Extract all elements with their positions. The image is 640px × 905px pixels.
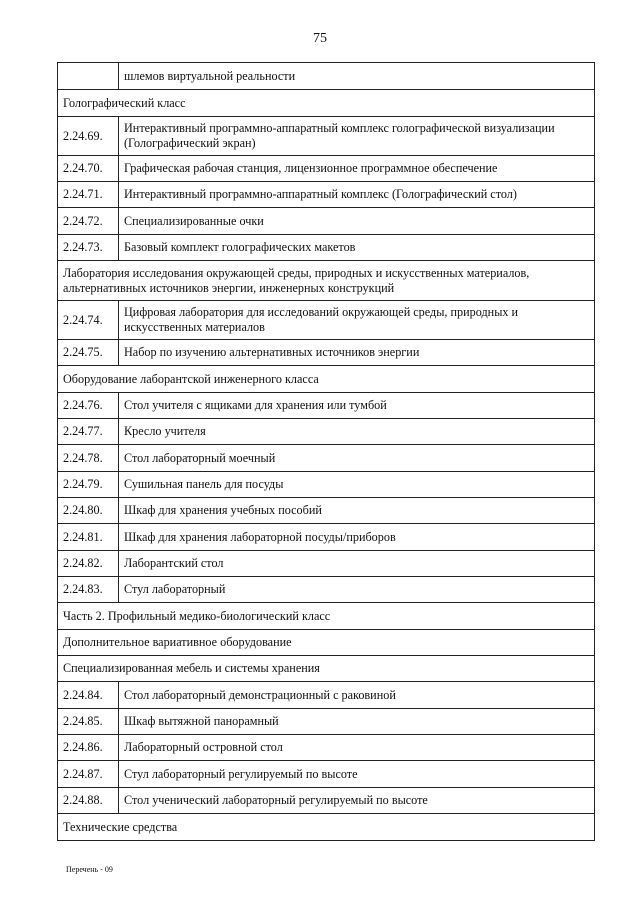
item-number-cell: 2.24.82. bbox=[58, 551, 119, 577]
item-number-cell: 2.24.69. bbox=[58, 117, 119, 156]
table-row bbox=[58, 182, 595, 208]
item-name-cell: Стул лабораторный bbox=[119, 577, 595, 603]
item-number-cell: 2.24.80. bbox=[58, 498, 119, 524]
item-name-cell: шлемов виртуальной реальности bbox=[119, 63, 595, 90]
section-title-cell: Дополнительное вариативное оборудование bbox=[58, 630, 595, 656]
item-name-cell: Стол лабораторный демонстрационный с раковиной bbox=[119, 682, 595, 709]
item-name-cell: Стол ученический лабораторный регулируемый по высоте bbox=[119, 788, 595, 814]
table-row bbox=[58, 682, 595, 709]
item-name-cell: Шкаф для хранения учебных пособий bbox=[119, 498, 595, 524]
section-title-cell: Технические средства bbox=[58, 814, 595, 841]
table-row bbox=[58, 551, 595, 577]
table-row bbox=[58, 117, 595, 156]
item-name-cell: Кресло учителя bbox=[119, 419, 595, 445]
equipment-table-body bbox=[58, 63, 595, 841]
item-number-cell: 2.24.87. bbox=[58, 761, 119, 788]
section-row bbox=[58, 656, 595, 682]
section-row bbox=[58, 630, 595, 656]
section-title-cell: Специализированная мебель и системы хранения bbox=[58, 656, 595, 682]
item-number-cell: 2.24.75. bbox=[58, 340, 119, 366]
item-name-cell: Интерактивный программно-аппаратный комплекс голографической визуализации (Голографический экран) bbox=[119, 117, 595, 156]
item-number-cell: 2.24.73. bbox=[58, 235, 119, 261]
table-row bbox=[58, 445, 595, 472]
section-title-cell: Часть 2. Профильный медико-биологический класс bbox=[58, 603, 595, 630]
item-name-cell: Набор по изучению альтернативных источников энергии bbox=[119, 340, 595, 366]
table-row bbox=[58, 156, 595, 182]
section-title-cell: Голографический класс bbox=[58, 90, 595, 117]
table-row bbox=[58, 208, 595, 235]
item-name-cell: Базовый комплект голографических макетов bbox=[119, 235, 595, 261]
table-row bbox=[58, 63, 595, 90]
section-title-cell: Лаборатория исследования окружающей среды, природных и искусственных материалов, альтернативных источников энергии, инженерных конструкций bbox=[58, 261, 595, 301]
item-number-cell: 2.24.77. bbox=[58, 419, 119, 445]
table-row bbox=[58, 340, 595, 366]
item-number-cell: 2.24.72. bbox=[58, 208, 119, 235]
item-name-cell: Лаборантский стол bbox=[119, 551, 595, 577]
table-row bbox=[58, 761, 595, 788]
item-number-cell bbox=[58, 63, 119, 90]
item-number-cell: 2.24.86. bbox=[58, 735, 119, 761]
item-name-cell: Стол лабораторный моечный bbox=[119, 445, 595, 472]
item-number-cell: 2.24.70. bbox=[58, 156, 119, 182]
section-row bbox=[58, 814, 595, 841]
table-row bbox=[58, 709, 595, 735]
item-number-cell: 2.24.84. bbox=[58, 682, 119, 709]
section-title-cell: Оборудование лаборантской инженерного класса bbox=[58, 366, 595, 393]
item-name-cell: Цифровая лаборатория для исследований окружающей среды, природных и искусственных материалов bbox=[119, 301, 595, 340]
section-row bbox=[58, 366, 595, 393]
table-row bbox=[58, 498, 595, 524]
table-row bbox=[58, 788, 595, 814]
item-number-cell: 2.24.74. bbox=[58, 301, 119, 340]
table-row bbox=[58, 524, 595, 551]
table-row bbox=[58, 472, 595, 498]
item-number-cell: 2.24.83. bbox=[58, 577, 119, 603]
item-number-cell: 2.24.88. bbox=[58, 788, 119, 814]
table-row bbox=[58, 301, 595, 340]
item-name-cell: Специализированные очки bbox=[119, 208, 595, 235]
table-row bbox=[58, 419, 595, 445]
item-name-cell: Интерактивный программно-аппаратный комплекс (Голографический стол) bbox=[119, 182, 595, 208]
item-name-cell: Стол учителя с ящиками для хранения или тумбой bbox=[119, 393, 595, 419]
table-row bbox=[58, 235, 595, 261]
item-number-cell: 2.24.85. bbox=[58, 709, 119, 735]
item-name-cell: Шкаф для хранения лабораторной посуды/приборов bbox=[119, 524, 595, 551]
table-row bbox=[58, 735, 595, 761]
item-number-cell: 2.24.76. bbox=[58, 393, 119, 419]
page-number: 75 bbox=[313, 31, 327, 46]
item-name-cell: Шкаф вытяжной панорамный bbox=[119, 709, 595, 735]
section-row bbox=[58, 261, 595, 301]
item-number-cell: 2.24.79. bbox=[58, 472, 119, 498]
item-number-cell: 2.24.71. bbox=[58, 182, 119, 208]
item-name-cell: Сушильная панель для посуды bbox=[119, 472, 595, 498]
item-name-cell: Стул лабораторный регулируемый по высоте bbox=[119, 761, 595, 788]
item-number-cell: 2.24.81. bbox=[58, 524, 119, 551]
equipment-table bbox=[57, 62, 595, 841]
table-row bbox=[58, 577, 595, 603]
item-number-cell: 2.24.78. bbox=[58, 445, 119, 472]
table-row bbox=[58, 393, 595, 419]
item-name-cell: Графическая рабочая станция, лицензионное программное обеспечение bbox=[119, 156, 595, 182]
section-row bbox=[58, 90, 595, 117]
item-name-cell: Лабораторный островной стол bbox=[119, 735, 595, 761]
section-row bbox=[58, 603, 595, 630]
footer-document-code: Перечень - 09 bbox=[66, 865, 113, 874]
